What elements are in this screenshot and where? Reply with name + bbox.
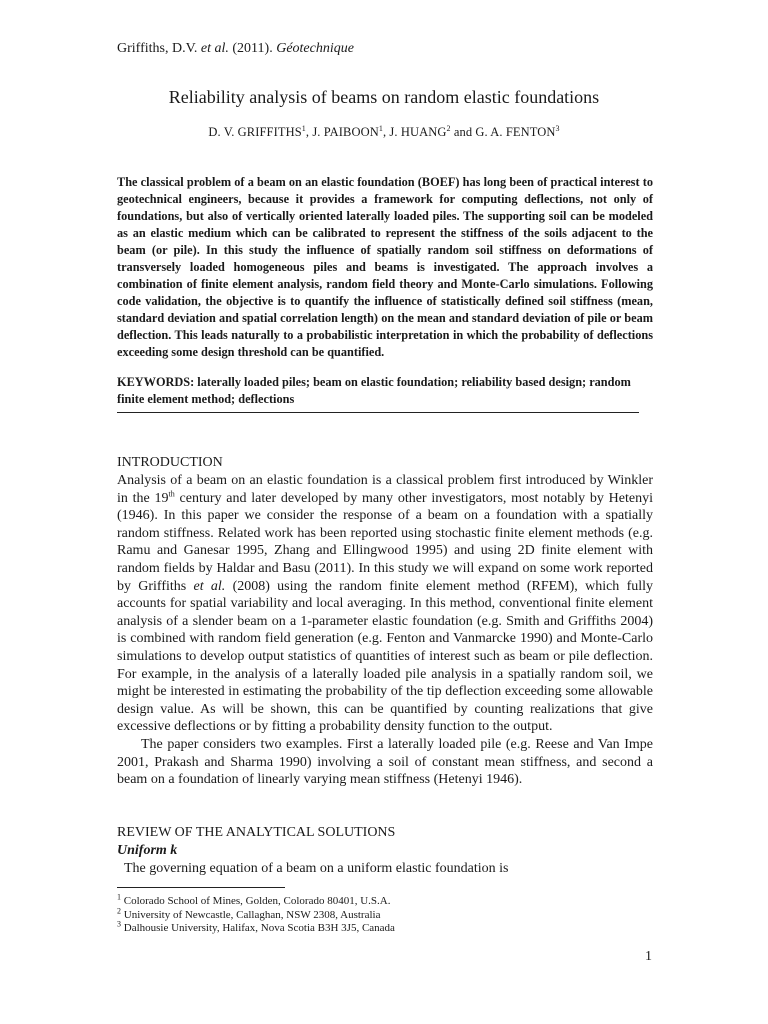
footnote-1 — [117, 892, 395, 909]
affiliation-mark: 1 — [301, 123, 306, 133]
page-number: 1 — [645, 949, 652, 964]
affiliation-mark: 3 — [555, 123, 560, 133]
affiliation-mark: 1 — [378, 123, 383, 133]
introduction-paragraph-2: The paper considers two examples. First a laterally loaded pile (e.g. Reese and Van Impe 2001, Prakash and Sharma 1990) involving a soil of constant mean stiffness, and second a beam on a foundation of linearly varying mean stiffness (Hetenyi 1946). — [117, 736, 653, 788]
footnote-divider — [117, 887, 285, 888]
keywords: KEYWORDS: laterally loaded piles; beam on elastic foundation; reliability based design; random finite element method; deflections — [117, 375, 631, 406]
footnote-2 — [117, 905, 395, 923]
introduction-paragraph-1 — [117, 472, 653, 736]
footnote-mark: 2 — [117, 905, 121, 915]
author-huang: , J. HUANG — [382, 125, 447, 139]
footnote-text: University of Newcastle, Callaghan, NSW 2308, Australia — [121, 908, 381, 921]
footnotes — [117, 892, 395, 936]
running-head-journal: Géotechnique — [276, 41, 354, 56]
introduction-body — [117, 472, 653, 789]
author-line — [0, 125, 768, 140]
uniform-k-subheading: Uniform k — [117, 843, 178, 858]
introduction-heading: INTRODUCTION — [117, 455, 223, 470]
running-head — [117, 41, 354, 57]
footnote-mark: 3 — [117, 919, 121, 929]
footnote-3 — [117, 919, 395, 936]
paper-title: Reliability analysis of beams on random elastic foundations — [168, 87, 600, 107]
review-heading: REVIEW OF THE ANALYTICAL SOLUTIONS — [117, 825, 396, 840]
intro-text: century and later developed by many other investigators, most notably by Hetenyi (1946). In this paper we consider the response of a beam on a foundation with a spatially random stiffness. Related work has been reported using stochastic finite element methods (e.g. Ramu and Ganesar 1995, Zhang and Ellingwood 1995) and using 2D finite element with random fields by Haldar and Basu (2011). In this study we will expand on some work reported by Griffiths — [117, 490, 653, 594]
running-head-authors: Griffiths, D.V. — [117, 41, 201, 56]
affiliation-mark: 2 — [446, 123, 451, 133]
ordinal-suffix: th — [168, 488, 175, 498]
running-head-year: (2011). — [228, 41, 277, 56]
author-griffiths: D. V. GRIFFITHS — [208, 125, 302, 139]
governing-equation-text: The governing equation of a beam on a uniform elastic foundation is — [124, 861, 509, 876]
intro-et-al: et al. — [193, 578, 226, 594]
section-divider — [117, 412, 639, 413]
author-fenton: and G. A. FENTON — [450, 125, 556, 139]
running-head-et-al: et al. — [200, 41, 229, 56]
footnote-text: Dalhousie University, Halifax, Nova Scotia B3H 3J5, Canada — [121, 922, 395, 934]
footnote-text: Colorado School of Mines, Golden, Colorado 80401, U.S.A. — [121, 895, 391, 907]
author-paiboon: , J. PAIBOON — [305, 125, 379, 139]
intro-text: (2008) using the random finite element method (RFEM), which fully accounts for spatial variability and local averaging. In this method, conventional finite element analysis of a slender beam on a 1-parameter elastic foundation (e.g. Smith and Griffiths 2004) is combined with random field generation (e.g. Fenton and Vanmarcke 1990) and Monte-Carlo simulations to develop output statistics of quantities of interest such as beam or pile deflection. For example, in the analysis of a laterally loaded pile analysis in a spatially random soil, we might be interested in estimating the probability of the tip deflection exceeding some allowable design value. As will be shown, this can be quantified by counting realizations that give excessive deflections or by fitting a probability density function to the output. — [117, 578, 654, 735]
footnote-mark: 1 — [117, 892, 121, 902]
abstract: The classical problem of a beam on an elastic foundation (BOEF) has long been of practical interest to geotechnical engineers, because it provides a framework for computing deflections, not only of foundations, but also of vertically oriented laterally loaded piles. The supporting soil can be modeled as an elastic medium which can be calibrated to represent the stiffness of the soils adjacent to the beam (or pile). In this study the influence of spatially random soil stiffness on deformations of transversely loaded homogeneous piles and beams is investigated. The approach involves a combination of finite element analysis, random field theory and Monte-Carlo simulations. Following code validation, the objective is to quantify the influence of statistically defined soil stiffness (mean, standard deviation and spatial correlation length) on the mean and standard deviation of pile or beam deflection. This leads naturally to a probabilistic interpretation in which the probability of deflections exceeding some design threshold can be quantified. — [117, 175, 653, 359]
intro-text: Analysis of a beam on an elastic foundation is a classical problem first introduced by Winkler in the 19 — [117, 473, 653, 506]
